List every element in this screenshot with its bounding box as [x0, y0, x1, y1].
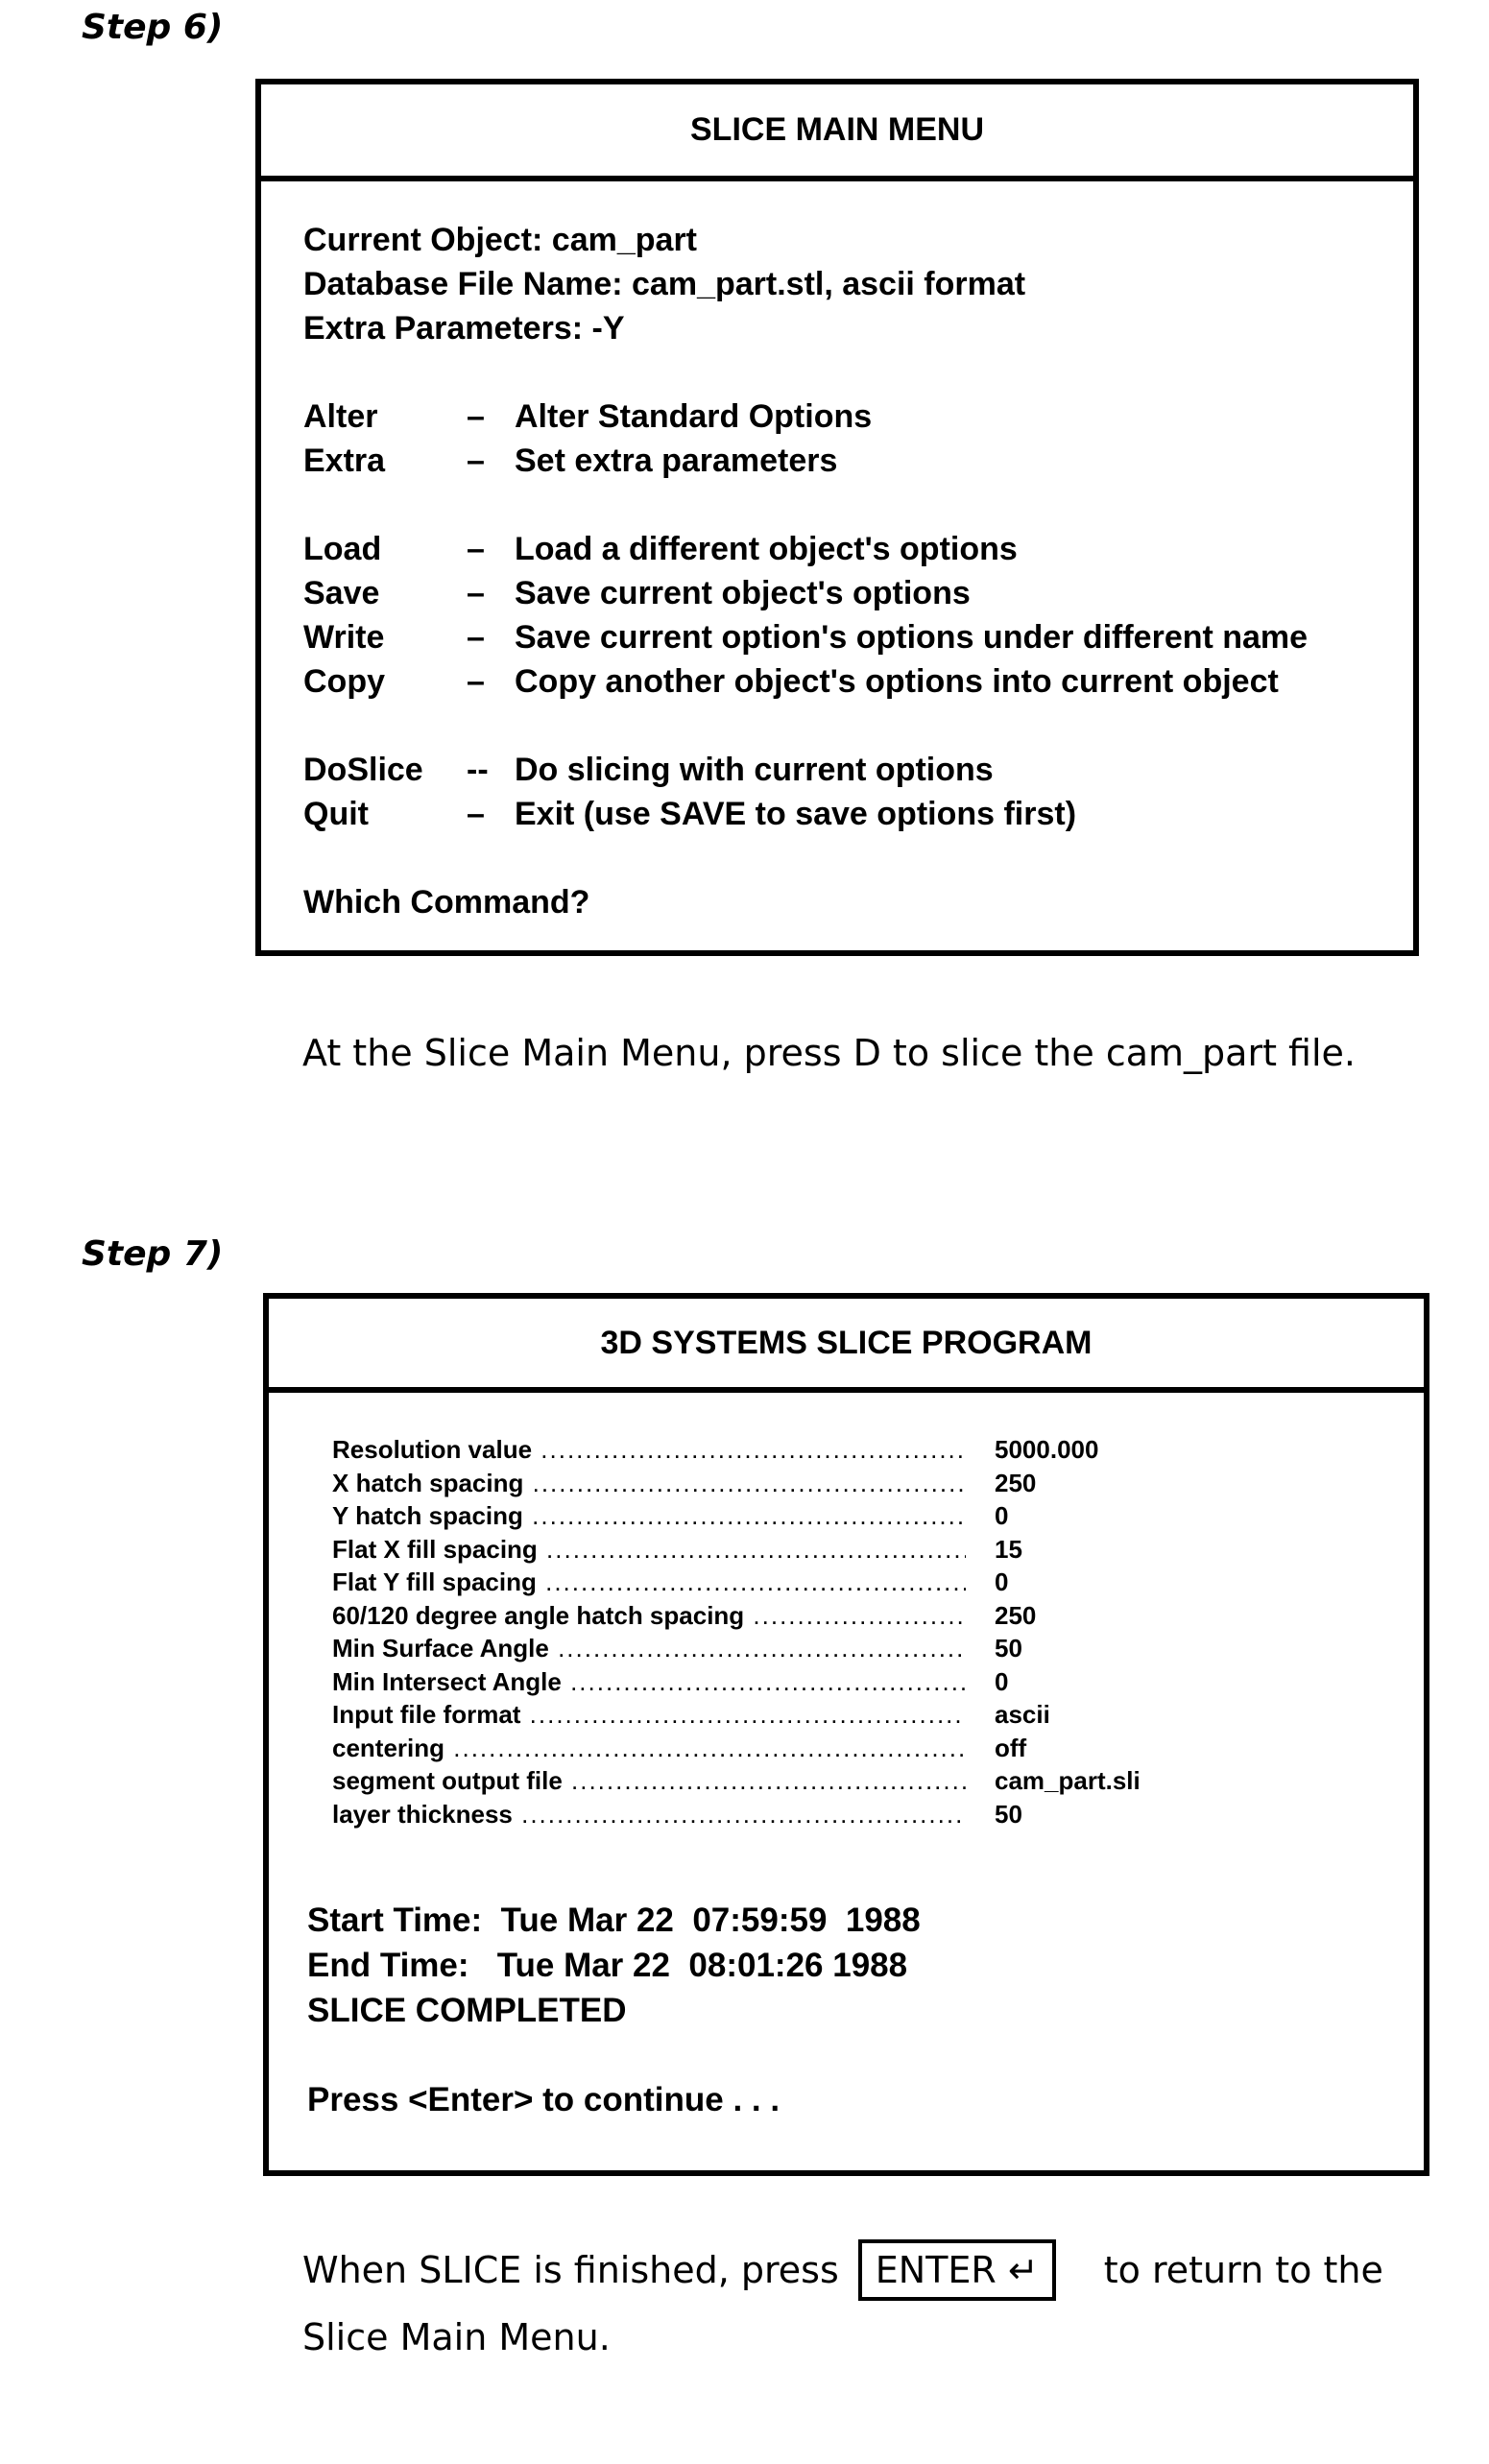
- parameter-value: 50: [995, 1798, 1022, 1831]
- parameter-row: [332, 1665, 1424, 1699]
- database-file-name: Database File Name: cam_part.stl, ascii format: [303, 262, 1384, 306]
- command-dash: –: [467, 571, 515, 615]
- slice-main-menu-screen: [255, 79, 1419, 956]
- menu-command-alter: [303, 395, 1384, 439]
- parameter-label: Input file format .....: [332, 1698, 966, 1732]
- slice-status: SLICE COMPLETED: [307, 1988, 1424, 2033]
- command-desc: Save current object's options: [515, 571, 971, 615]
- command-desc: Alter Standard Options: [515, 395, 872, 439]
- parameter-value: 250: [995, 1599, 1036, 1633]
- parameter-label: Resolution value .....: [332, 1433, 966, 1467]
- start-time: Start Time: Tue Mar 22 07:59:59 1988: [307, 1898, 1424, 1943]
- slice-program-screen: [263, 1293, 1429, 2176]
- command-desc: Set extra parameters: [515, 439, 837, 483]
- parameter-value: 250: [995, 1467, 1036, 1500]
- command-dash: –: [467, 615, 515, 659]
- parameter-row: [332, 1499, 1424, 1533]
- screen-title: 3D SYSTEMS SLICE PROGRAM: [269, 1299, 1424, 1393]
- command-key: Quit: [303, 792, 467, 836]
- command-key: Load: [303, 527, 467, 571]
- instruction-text: When SLICE is finished, press: [302, 2249, 839, 2291]
- command-desc: Save current option's options under different name: [515, 615, 1308, 659]
- screen-title: SLICE MAIN MENU: [261, 84, 1413, 181]
- parameter-value: ascii: [995, 1698, 1050, 1732]
- command-key: Write: [303, 615, 467, 659]
- command-dash: –: [467, 395, 515, 439]
- parameter-row: [332, 1798, 1424, 1831]
- parameter-label: X hatch spacing .....: [332, 1467, 966, 1500]
- parameter-label: segment output file .....: [332, 1764, 966, 1798]
- command-dash: –: [467, 792, 515, 836]
- menu-command-quit: [303, 792, 1384, 836]
- parameter-row: [332, 1698, 1424, 1732]
- continue-prompt: Press <Enter> to continue . . .: [307, 2077, 1424, 2122]
- command-key: DoSlice: [303, 748, 467, 792]
- parameter-row: [332, 1533, 1424, 1567]
- parameter-label: 60/120 degree angle hatch spacing .....: [332, 1599, 966, 1633]
- command-key: Extra: [303, 439, 467, 483]
- command-prompt: Which Command?: [303, 880, 1384, 924]
- parameter-row: [332, 1467, 1424, 1500]
- parameter-value: 0: [995, 1499, 1008, 1533]
- command-desc: Copy another object's options into current object: [515, 659, 1279, 704]
- current-object: Current Object: cam_part: [303, 218, 1384, 262]
- command-dash: --: [467, 748, 515, 792]
- step-7-instruction: [302, 2237, 1435, 2371]
- parameter-label: layer thickness .....: [332, 1798, 966, 1831]
- parameter-row: [332, 1732, 1424, 1765]
- command-key: Alter: [303, 395, 467, 439]
- step-6-label: Step 6): [82, 8, 223, 47]
- menu-command-write: [303, 615, 1384, 659]
- parameter-value: 0: [995, 1566, 1008, 1599]
- enter-key: ENTER ↵: [858, 2239, 1056, 2301]
- parameter-row: [332, 1566, 1424, 1599]
- parameter-label: Min Surface Angle .....: [332, 1632, 966, 1665]
- command-desc: Load a different object's options: [515, 527, 1018, 571]
- extra-parameters: Extra Parameters: -Y: [303, 306, 1384, 350]
- parameter-value: 15: [995, 1533, 1022, 1567]
- command-key: Copy: [303, 659, 467, 704]
- menu-command-doslice: [303, 748, 1384, 792]
- parameter-label: Min Intersect Angle .....: [332, 1665, 966, 1699]
- parameter-value: off: [995, 1732, 1026, 1765]
- command-dash: –: [467, 439, 515, 483]
- parameter-label: centering .....: [332, 1732, 966, 1765]
- step-6-instruction: At the Slice Main Menu, press D to slice the cam_part file.: [302, 1019, 1435, 1087]
- end-time: End Time: Tue Mar 22 08:01:26 1988: [307, 1943, 1424, 1988]
- menu-command-load: [303, 527, 1384, 571]
- parameter-value: cam_part.sli: [995, 1764, 1141, 1798]
- command-dash: –: [467, 527, 515, 571]
- parameter-label: Flat X fill spacing .....: [332, 1533, 966, 1567]
- parameter-label: Flat Y fill spacing .....: [332, 1566, 966, 1599]
- parameter-value: 50: [995, 1632, 1022, 1665]
- command-desc: Do slicing with current options: [515, 748, 994, 792]
- step-7-label: Step 7): [82, 1234, 223, 1274]
- parameter-row: [332, 1632, 1424, 1665]
- parameter-row: [332, 1599, 1424, 1633]
- parameter-label: Y hatch spacing .....: [332, 1499, 966, 1533]
- parameter-row: [332, 1764, 1424, 1798]
- parameter-value: 0: [995, 1665, 1008, 1699]
- command-key: Save: [303, 571, 467, 615]
- instruction-text: to return to the Slice Main Menu.: [302, 2249, 1383, 2358]
- menu-command-save: [303, 571, 1384, 615]
- parameter-value: 5000.000: [995, 1433, 1098, 1467]
- menu-command-copy: [303, 659, 1384, 704]
- parameter-row: [332, 1433, 1424, 1467]
- command-desc: Exit (use SAVE to save options first): [515, 792, 1076, 836]
- command-dash: –: [467, 659, 515, 704]
- menu-command-extra: [303, 439, 1384, 483]
